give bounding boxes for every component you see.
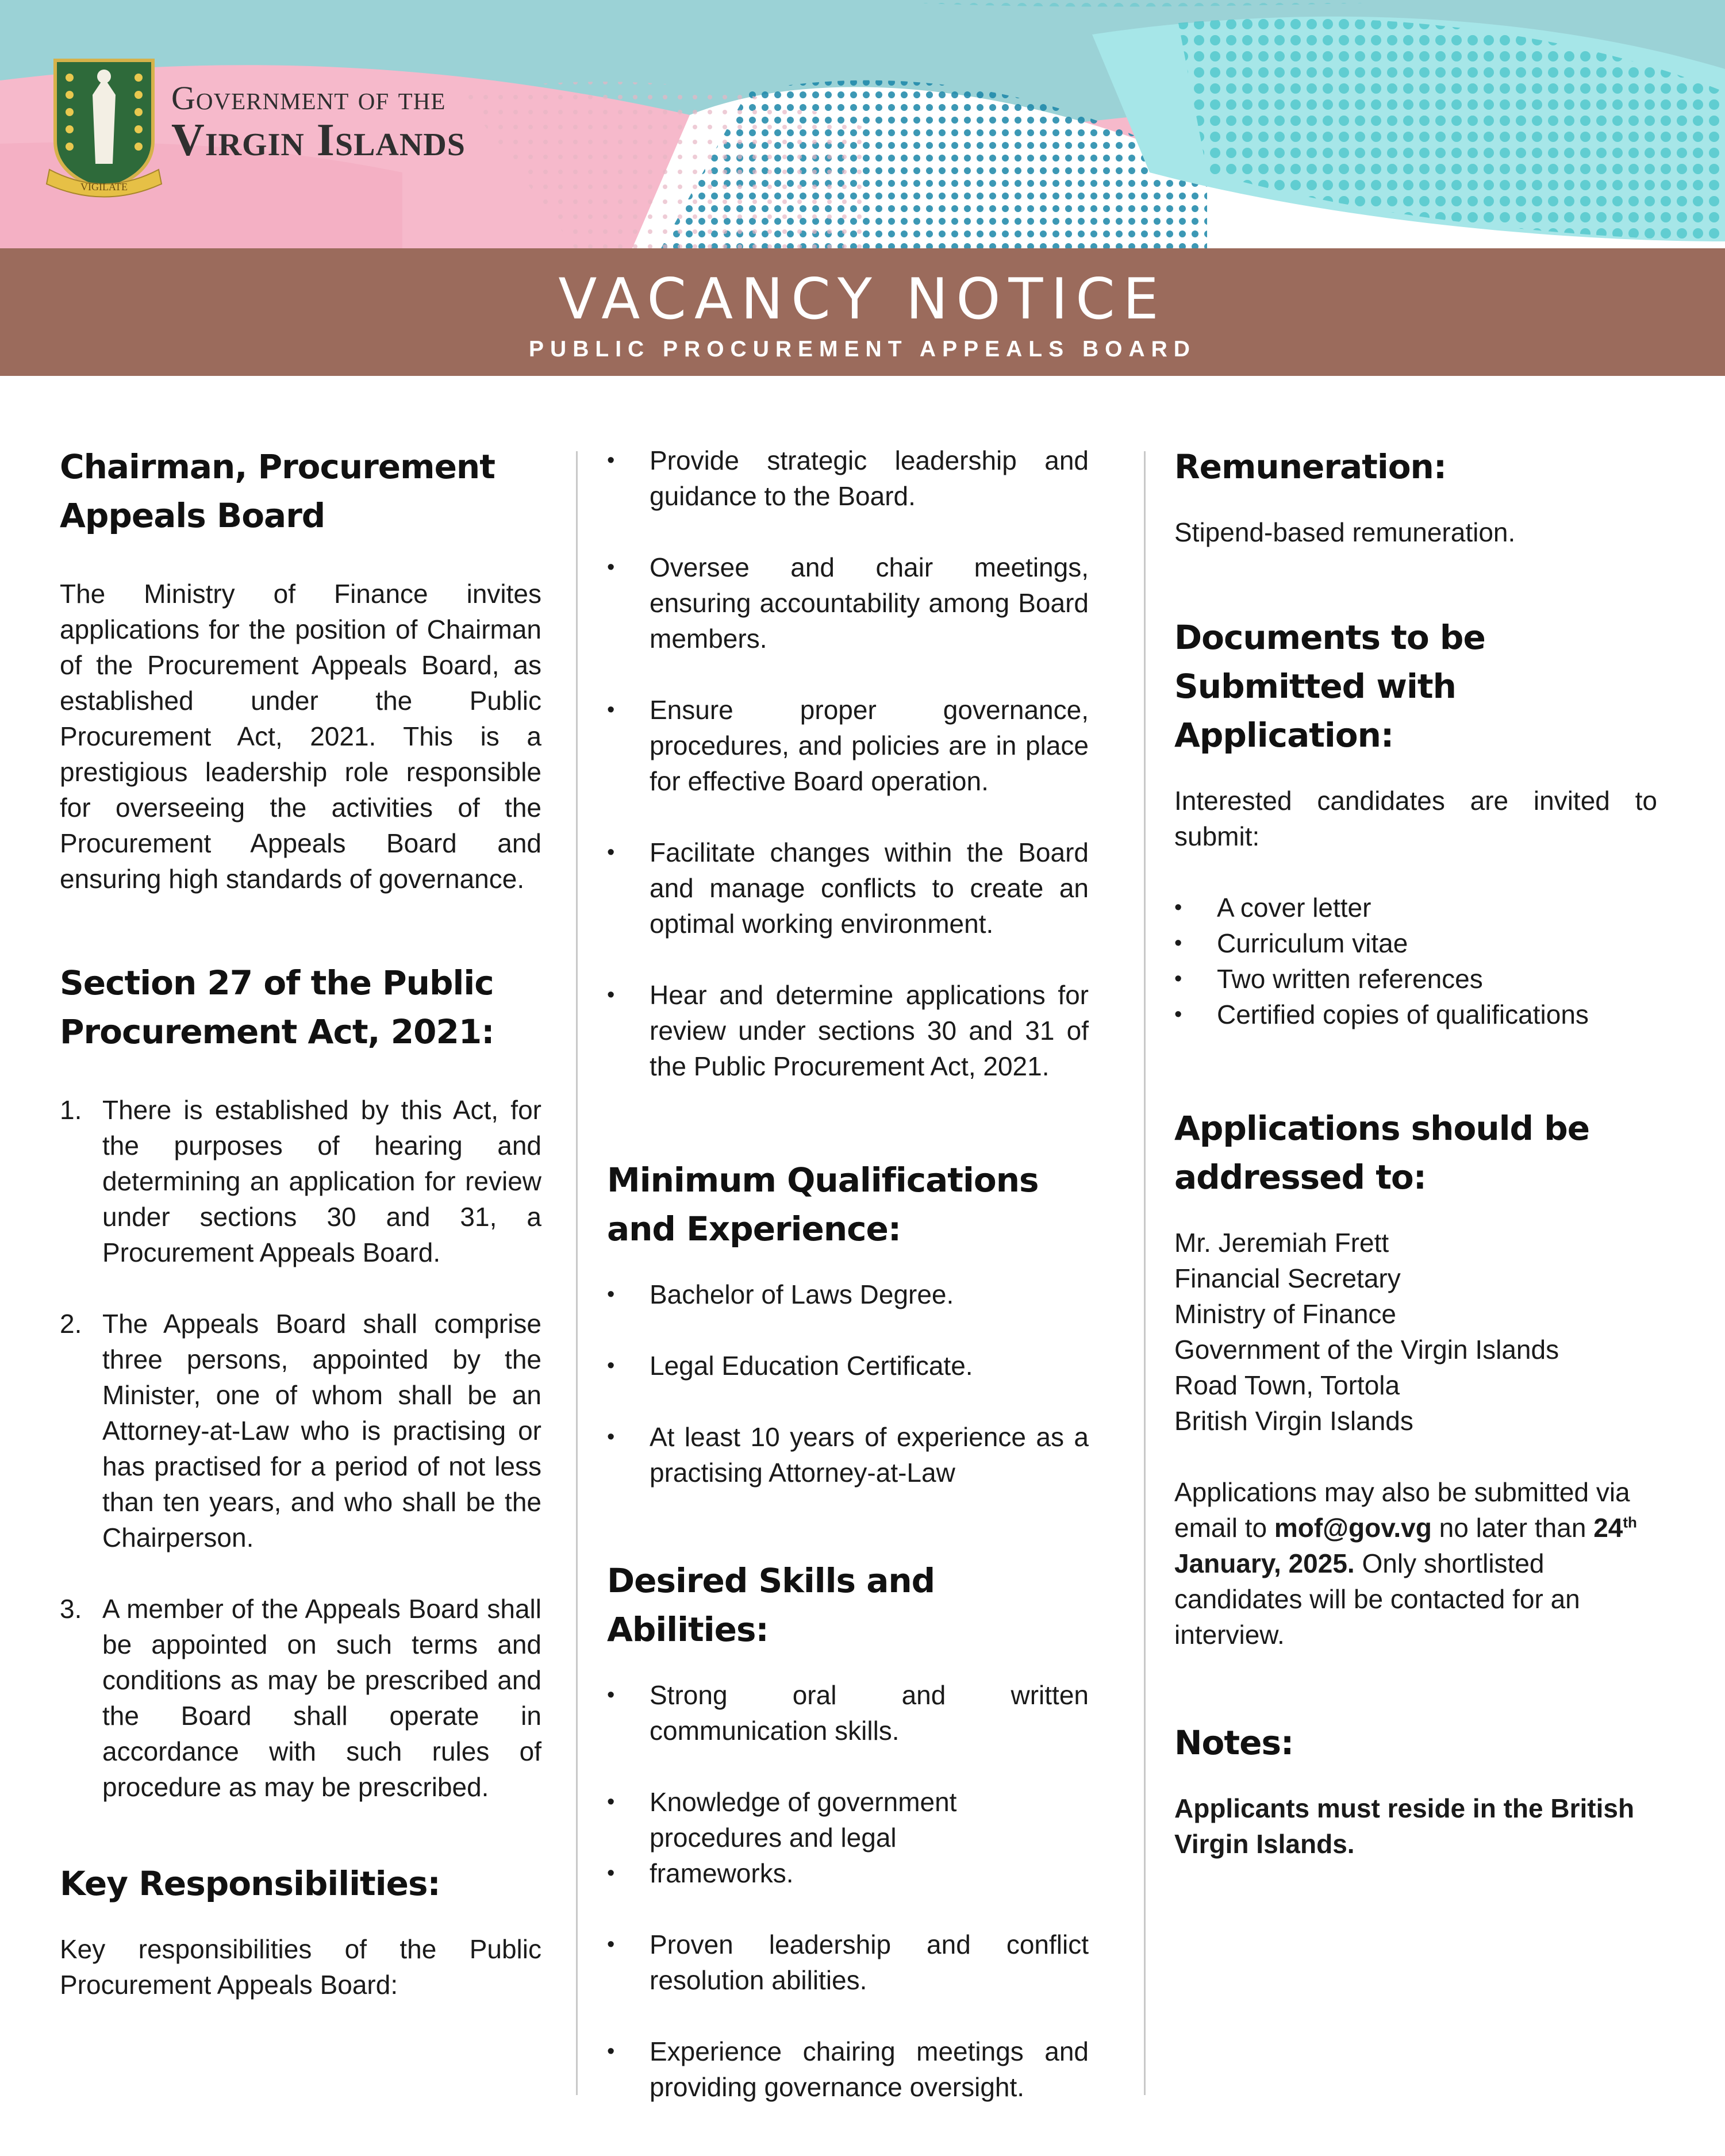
remuneration-heading: Remuneration: <box>1174 447 1447 486</box>
list-item: 2. The Appeals Board shall comprise three persons, appointed by the Minister, one of whom shall be an Attorney-at-Law who is practising or has practised for a period of not less than ten years, and who shall be the Chairperson. <box>60 1309 541 1552</box>
list-item: • Two written references <box>1174 961 1657 997</box>
address-line: Mr. Jeremiah Frett <box>1174 1228 1389 1258</box>
documents-list <box>1174 890 1657 1032</box>
list-item: • frameworks. <box>607 1855 1089 1891</box>
list-item: • A cover letter <box>1174 890 1657 925</box>
deadline-date: 24th January, 2025. <box>1174 1513 1637 1578</box>
address-line: British Virgin Islands <box>1174 1406 1413 1436</box>
list-item: • Hear and determine applications for review under sections 30 and 31 of the Public Procurement Act, 2021. <box>607 977 1089 1084</box>
government-wordmark <box>171 79 466 166</box>
skills-list <box>607 1677 1089 2105</box>
list-item: • Certified copies of qualifications <box>1174 997 1657 1032</box>
column-divider-1 <box>576 451 578 2095</box>
remuneration-text: Stipend-based remuneration. <box>1174 517 1516 547</box>
documents-intro: Interested candidates are invited to submit: <box>1174 786 1657 851</box>
key-responsibilities-intro: Key responsibilities of the Public Procurement Appeals Board: <box>60 1934 541 2000</box>
list-item: • Strong oral and written communication skills. <box>607 1677 1089 1748</box>
documents-heading: Documents to be Submitted with Application: <box>1174 618 1485 755</box>
position-heading: Chairman, Procurement Appeals Board <box>60 447 495 535</box>
submission-instructions: Applications may also be submitted via email to mof@gov.vg no later than 24th January, 2025. Only shortlisted candidates will be contacted for an interview. <box>1174 1477 1637 1650</box>
section-27-list <box>60 1092 541 1805</box>
vacancy-subtitle: PUBLIC PROCUREMENT APPEALS BOARD <box>529 337 1196 362</box>
list-item: • Curriculum vitae <box>1174 925 1657 961</box>
header-graphic <box>0 0 1725 248</box>
column-1 <box>60 443 541 2003</box>
list-item: • Proven leadership and conflict resolution abilities. <box>607 1927 1089 1998</box>
minimum-qualifications-heading: Minimum Qualifications and Experience: <box>607 1160 1039 1248</box>
coat-of-arms-icon <box>38 55 170 198</box>
government-line-1: Government of the <box>171 79 446 117</box>
list-item: 3. A member of the Appeals Board shall be appointed on such terms and conditions as may be prescribed and the Board shall operate in accordance with such rules of procedure as may be prescribed. <box>60 1594 541 1802</box>
applications-address-heading: Applications should be addressed to: <box>1174 1109 1590 1197</box>
email-link[interactable]: mof@gov.vg <box>1274 1513 1432 1543</box>
key-responsibilities-heading: Key Responsibilities: <box>60 1864 440 1903</box>
address-line: Financial Secretary <box>1174 1263 1401 1293</box>
desired-skills-heading: Desired Skills and Abilities: <box>607 1561 935 1649</box>
address-line: Road Town, Tortola <box>1174 1370 1400 1400</box>
list-item: • Oversee and chair meetings, ensuring accountability among Board members. <box>607 549 1089 656</box>
qualifications-list <box>607 1277 1089 1490</box>
column-2 <box>607 443 1089 2105</box>
list-item: • At least 10 years of experience as a practising Attorney-at-Law <box>607 1419 1089 1490</box>
list-item: • Bachelor of Laws Degree. <box>607 1277 1089 1312</box>
column-3 <box>1174 443 1657 1862</box>
address-line: Ministry of Finance <box>1174 1299 1397 1329</box>
motto-text: VIGILATE <box>80 181 128 193</box>
list-item: • Facilitate changes within the Board and manage conflicts to create an optimal working environment. <box>607 835 1089 941</box>
address-line: Government of the Virgin Islands <box>1174 1335 1559 1365</box>
list-item: • Knowledge of government procedures and legal <box>607 1784 1089 1855</box>
list-item: • Ensure proper governance, procedures, and policies are in place for effective Board operation. <box>607 692 1089 799</box>
government-line-2: Virgin Islands <box>171 115 466 166</box>
section-27-heading: Section 27 of the Public Procurement Act, 2021: <box>60 963 494 1051</box>
list-item: • Provide strategic leadership and guidance to the Board. <box>607 443 1089 514</box>
list-item: • Legal Education Certificate. <box>607 1348 1089 1383</box>
notes-text: Applicants must reside in the British Virgin Islands. <box>1174 1793 1635 1859</box>
mailing-address <box>1174 1225 1657 1439</box>
vacancy-title: VACANCY NOTICE <box>558 267 1167 332</box>
vacancy-banner <box>0 248 1725 376</box>
list-item: 1. There is established by this Act, for the purposes of hearing and determining an application for review under sections 30 and 31, a Procurement Appeals Board. <box>60 1095 541 1267</box>
intro-paragraph: The Ministry of Finance invites applications for the position of Chairman of the Procurement Appeals Board, as established under the Public Procurement Act, 2021. This is a prestigious leadership role responsible for overseeing the activities of the Procurement Appeals Board and ensuring high standards of governance. <box>60 579 541 894</box>
responsibilities-list <box>607 443 1089 1084</box>
notes-heading: Notes: <box>1174 1723 1294 1762</box>
column-divider-2 <box>1144 451 1146 2095</box>
list-item: • Experience chairing meetings and providing governance oversight. <box>607 2034 1089 2105</box>
